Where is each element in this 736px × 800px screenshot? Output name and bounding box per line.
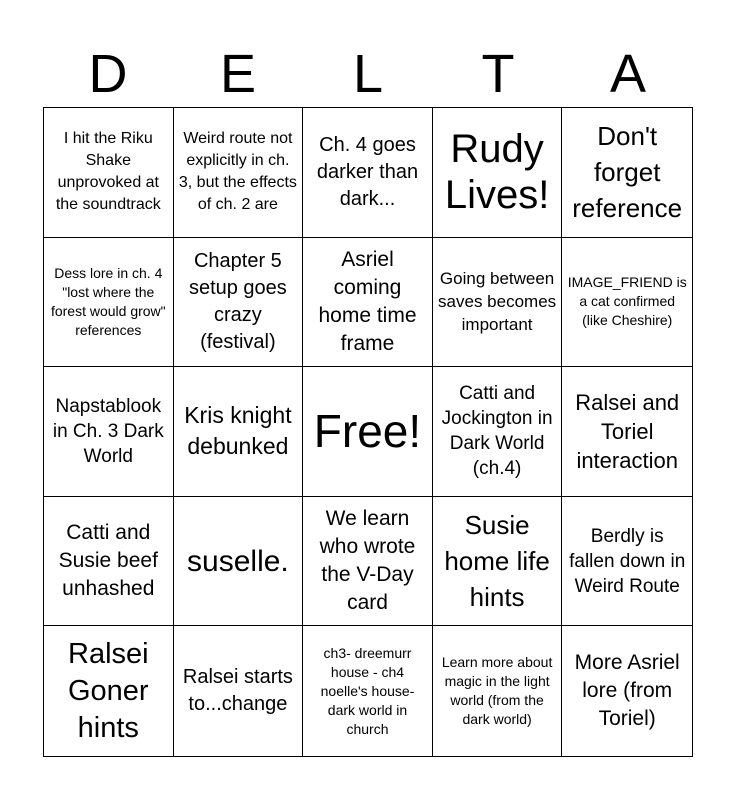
bingo-cell-text: IMAGE_FRIEND is a cat confirmed (like Cheshire) <box>567 274 687 329</box>
bingo-cell-r3-c2[interactable] <box>174 367 304 497</box>
bingo-cell-r4-c1[interactable] <box>44 497 174 627</box>
bingo-cell-r1-c1[interactable] <box>44 108 174 238</box>
bingo-cell-text: Napstablook in Ch. 3 Dark World <box>52 395 164 467</box>
bingo-cell-text: Dess lore in ch. 4 "lost where the forest would grow" references <box>50 264 166 338</box>
bingo-header <box>43 40 693 108</box>
bingo-cell-text: Ralsei Goner hints <box>67 637 149 744</box>
free-space-text: Free! <box>313 405 422 458</box>
bingo-cell-text: Learn more about magic in the light world (from the dark world) <box>441 654 553 728</box>
bingo-cell-r4-c5[interactable] <box>562 497 692 627</box>
bingo-cell-r1-c4[interactable] <box>433 108 563 238</box>
bingo-cell-text: Susie home life hints <box>444 510 550 613</box>
bingo-cell-r1-c2[interactable] <box>174 108 304 238</box>
header-letter-a: A <box>609 44 647 104</box>
bingo-cell-text: Ch. 4 goes darker than dark... <box>316 133 419 210</box>
bingo-cell-text: Ralsei starts to...change <box>182 666 293 716</box>
bingo-cell-text: Ralsei and Toriel interaction <box>575 389 680 473</box>
bingo-cell-text: Kris knight debunked <box>184 402 292 460</box>
bingo-cell-r5-c5[interactable] <box>562 626 692 756</box>
bingo-cell-text: I hit the Riku Shake unprovoked at the soundtrack <box>55 130 161 214</box>
bingo-cell-r3-c4[interactable] <box>433 367 563 497</box>
bingo-cell-r3-c5[interactable] <box>562 367 692 497</box>
bingo-cell-text: suselle. <box>187 544 289 578</box>
bingo-cell-r2-c1[interactable] <box>44 238 174 368</box>
bingo-cell-text: Going between saves becomes important <box>438 269 557 335</box>
bingo-cell-r1-c3[interactable] <box>303 108 433 238</box>
bingo-cell-r4-c3[interactable] <box>303 497 433 627</box>
bingo-cell-text: Don't forget reference <box>572 121 683 224</box>
bingo-cell-r2-c4[interactable] <box>433 238 563 368</box>
bingo-cell-free[interactable] <box>303 367 433 497</box>
bingo-cell-text: ch3- dreemurr house - ch4 noelle's house- dark world in church <box>320 644 415 737</box>
bingo-cell-text: Catti and Susie beef unhashed <box>58 521 158 601</box>
bingo-cell-text: Chapter 5 setup goes crazy (festival) <box>188 249 287 353</box>
bingo-cell-r4-c4[interactable] <box>433 497 563 627</box>
bingo-cell-text: More Asriel lore (from Toriel) <box>574 651 680 731</box>
header-letter-d: D <box>88 44 128 104</box>
bingo-cell-r2-c3[interactable] <box>303 238 433 368</box>
bingo-cell-text: Berdly is fallen down in Weird Route <box>569 525 686 597</box>
bingo-cell-text: Catti and Jockington in Dark World (ch.4) <box>441 383 553 480</box>
bingo-cell-r5-c3[interactable] <box>303 626 433 756</box>
bingo-cell-text: Weird route not explicitly in ch. 3, but the effects of ch. 2 are <box>178 130 297 214</box>
bingo-cell-r3-c1[interactable] <box>44 367 174 497</box>
bingo-cell-text: Rudy Lives! <box>444 127 550 218</box>
bingo-cell-r5-c2[interactable] <box>174 626 304 756</box>
bingo-cell-r5-c4[interactable] <box>433 626 563 756</box>
bingo-cell-r2-c5[interactable] <box>562 238 692 368</box>
bingo-board <box>43 107 693 757</box>
bingo-cell-r2-c2[interactable] <box>174 238 304 368</box>
header-letter-l: L <box>352 44 384 104</box>
bingo-cell-r5-c1[interactable] <box>44 626 174 756</box>
header-letter-e: E <box>219 44 257 104</box>
header-letter-t: T <box>481 44 515 104</box>
bingo-cell-r4-c2[interactable] <box>174 497 304 627</box>
bingo-cell-text: We learn who wrote the V-Day card <box>319 507 416 615</box>
bingo-cell-r1-c5[interactable] <box>562 108 692 238</box>
bingo-cell-text: Asriel coming home time frame <box>318 247 417 355</box>
